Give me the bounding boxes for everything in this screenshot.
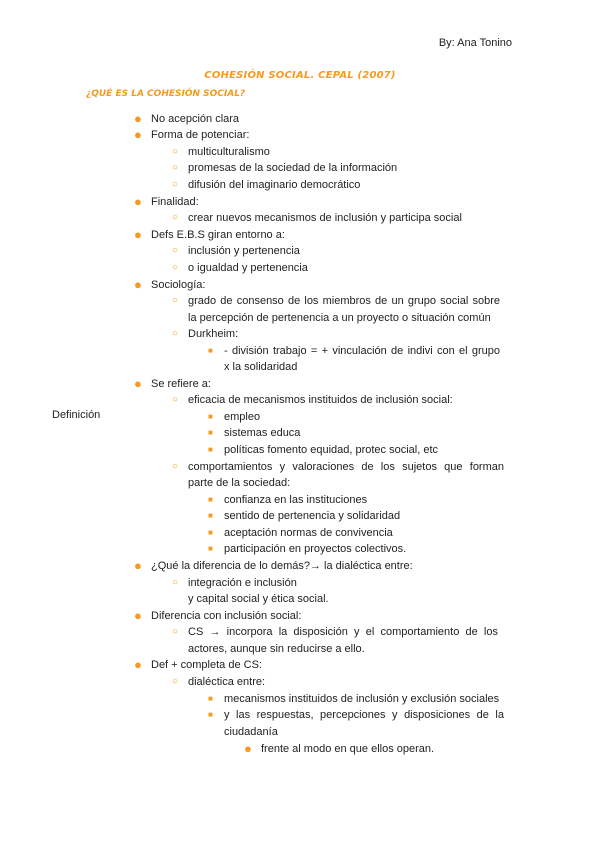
outline-item: Finalidad: <box>151 196 199 208</box>
outline-item: políticas fomento equidad, protec social, etc <box>224 444 439 456</box>
outline-item: multiculturalismo <box>188 146 270 158</box>
bullet-circle-icon: ○ <box>172 577 179 588</box>
outline-item: Defs E.B.S giran entorno a: <box>151 229 285 241</box>
outline-item: sistemas educa <box>224 427 301 439</box>
outline-item: Diferencia con inclusión social: <box>151 610 302 622</box>
outline-item: Se refiere a: <box>151 378 211 390</box>
outline-item: ciudadanía <box>224 726 278 738</box>
section-heading: ¿QUÉ ES LA COHESIÓN SOCIAL? <box>86 89 246 99</box>
bullet-circle-icon: ○ <box>172 626 179 637</box>
outline-item: eficacia de mecanismos instituidos de inclusión social: <box>188 394 453 406</box>
bullet-disc-icon: ● <box>134 277 142 292</box>
bullet-circle-icon: ○ <box>172 179 179 190</box>
bullet-disc-icon: ● <box>134 111 142 126</box>
outline-item: dialéctica entre: <box>188 676 266 688</box>
document-title: COHESIÓN SOCIAL. CEPAL (2007) <box>204 70 396 81</box>
bullet-disc-icon: ● <box>134 127 142 142</box>
bullet-circle-icon: ○ <box>172 394 179 405</box>
bullet-disc-icon: ● <box>134 376 142 391</box>
bullet-circle-icon: ○ <box>172 262 179 273</box>
outline-item: Forma de potenciar: <box>151 129 250 141</box>
outline-item: crear nuevos mecanismos de inclusión y participa social <box>188 212 462 224</box>
outline-item: No acepción clara <box>151 113 240 125</box>
outline-item: promesas de la sociedad de la información <box>188 162 398 174</box>
outline-item: difusión del imaginario democrático <box>188 179 361 191</box>
outline-item: x la solidaridad <box>224 361 298 373</box>
outline-item: frente al modo en que ellos operan. <box>261 743 435 755</box>
bullet-circle-icon: ○ <box>172 676 179 687</box>
outline-item: aceptación normas de convivencia <box>224 527 393 539</box>
bullet-circle-icon: ○ <box>172 461 179 472</box>
bullet-square-icon: ■ <box>208 710 213 719</box>
bullet-circle-icon: ○ <box>172 162 179 173</box>
outline-item: parte de la sociedad: <box>188 477 291 489</box>
outline-item: integración e inclusión <box>188 577 297 589</box>
bullet-disc-icon: ● <box>244 741 252 756</box>
bullet-circle-icon: ○ <box>172 328 179 339</box>
outline-item: participación en proyectos colectivos. <box>224 543 407 555</box>
bullet-square-icon: ■ <box>208 412 213 421</box>
outline-item: o igualdad y pertenencia <box>188 262 308 274</box>
bullet-square-icon: ■ <box>208 694 213 703</box>
outline-item: inclusión y pertenencia <box>188 245 300 257</box>
bullet-disc-icon: ● <box>134 608 142 623</box>
outline-item: confianza en las instituciones <box>224 494 368 506</box>
outline-item: y las respuestas, percepciones y disposiciones de la <box>224 709 504 721</box>
bullet-circle-icon: ○ <box>172 245 179 256</box>
bullet-square-icon: ■ <box>208 511 213 520</box>
outline-item: grado de consenso de los miembros de un grupo social sobre <box>188 295 500 307</box>
bullet-disc-icon: ● <box>134 657 142 672</box>
outline-item: empleo <box>224 411 261 423</box>
bullet-square-icon: ■ <box>208 495 213 504</box>
bullet-square-icon: ■ <box>208 544 213 553</box>
bullet-circle-icon: ○ <box>172 212 179 223</box>
outline-item: Durkheim: <box>188 328 239 340</box>
bullet-square-icon: ■ <box>208 528 213 537</box>
outline-item: - división trabajo = + vinculación de indivi con el grupo <box>224 345 500 357</box>
bullet-circle-icon: ○ <box>172 295 179 306</box>
outline-item: la percepción de pertenencia a un proyecto o situación común <box>188 312 491 324</box>
bullet-circle-icon: ○ <box>172 146 179 157</box>
outline-item: Def + completa de CS: <box>151 659 262 671</box>
author-byline: By: Ana Tonino <box>438 37 512 49</box>
outline-item: actores, aunque sin reducirse a ello. <box>188 643 365 655</box>
outline-item: comportamientos y valoraciones de los sujetos que forman <box>188 461 504 473</box>
outline-item: ¿Qué la diferencia de lo demás?→ la dialéctica entre: <box>151 560 413 572</box>
bullet-square-icon: ■ <box>208 445 213 454</box>
side-label: Definición <box>52 409 101 421</box>
bullet-disc-icon: ● <box>134 558 142 573</box>
bullet-square-icon: ■ <box>208 346 213 355</box>
bullet-disc-icon: ● <box>134 194 142 209</box>
outline-item: CS → incorpora la disposición y el comportamiento de los <box>188 626 498 638</box>
outline-item: y capital social y ética social. <box>188 593 329 605</box>
bullet-disc-icon: ● <box>134 227 142 242</box>
outline-item: Sociología: <box>151 279 206 291</box>
outline-item: mecanismos instituidos de inclusión y exclusión sociales <box>224 693 500 705</box>
outline-item: sentido de pertenencia y solidaridad <box>224 510 401 522</box>
bullet-square-icon: ■ <box>208 428 213 437</box>
